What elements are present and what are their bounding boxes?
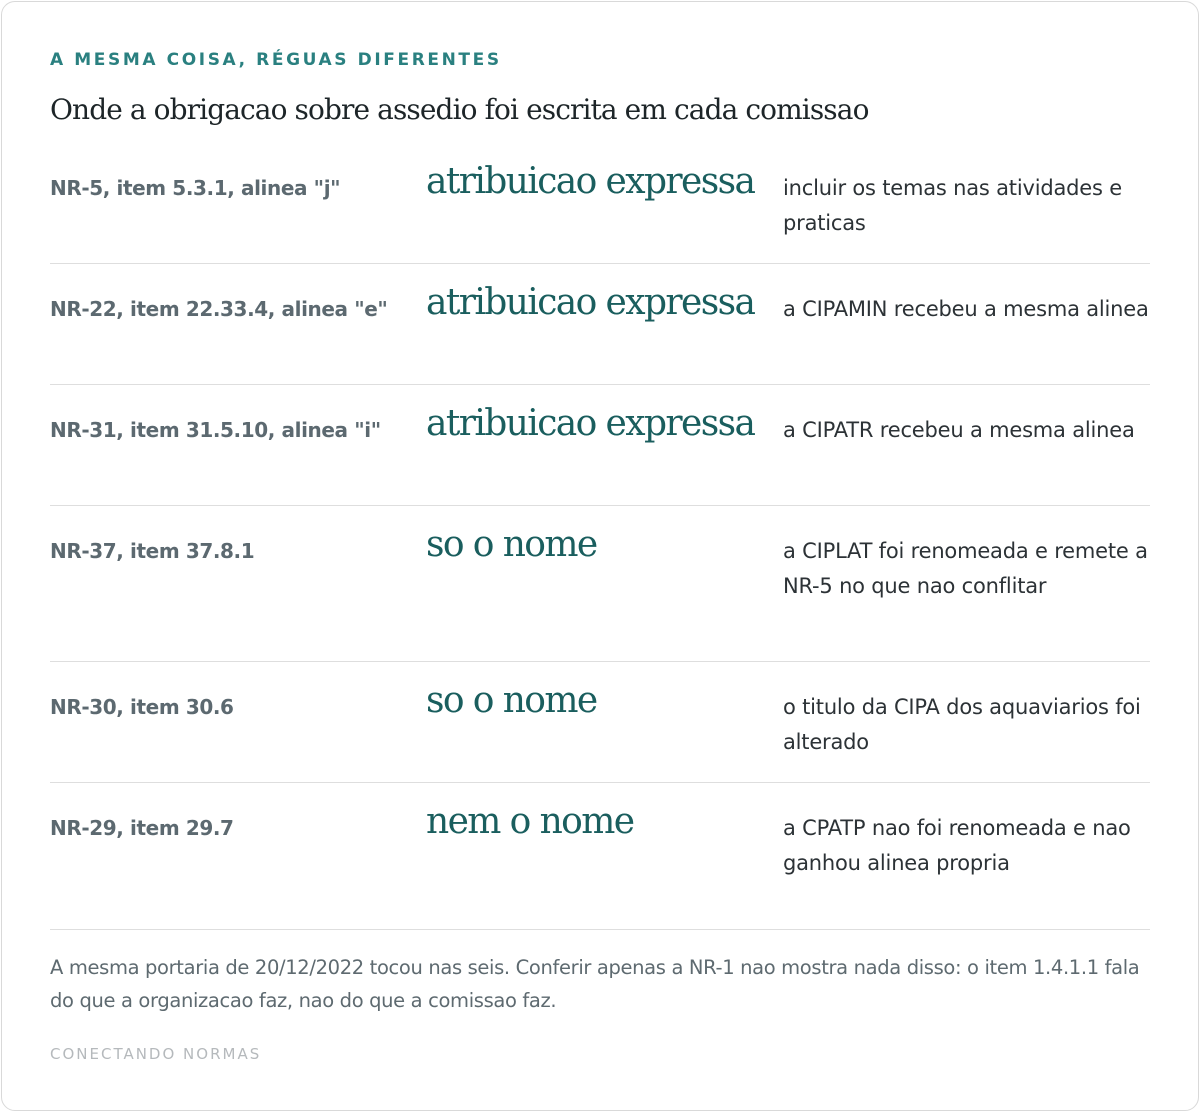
page-title: Onde a obrigacao sobre assedio foi escrita em cada comissao <box>50 93 869 126</box>
table-row <box>50 143 1150 264</box>
table-row <box>50 662 1150 783</box>
row-note: a CIPLAT foi renomeada e remete a NR-5 no que nao conflitar <box>783 539 1148 598</box>
norm-reference: NR-30, item 30.6 <box>50 695 234 719</box>
row-note: a CIPAMIN recebeu a mesma alinea <box>783 297 1149 321</box>
table-row <box>50 506 1150 662</box>
norm-reference: NR-31, item 31.5.10, alinea "i" <box>50 418 381 442</box>
norm-reference: NR-29, item 29.7 <box>50 816 234 840</box>
table-row <box>50 783 1150 930</box>
obligation-status: atribuicao expressa <box>426 161 755 202</box>
norm-reference: NR-22, item 22.33.4, alinea "e" <box>50 297 388 321</box>
row-note: o titulo da CIPA dos aquaviarios foi alterado <box>783 695 1141 754</box>
obligation-status: atribuicao expressa <box>426 282 755 323</box>
obligation-status: so o nome <box>426 680 597 721</box>
eyebrow-label: A MESMA COISA, RÉGUAS DIFERENTES <box>50 50 502 70</box>
norm-reference: NR-37, item 37.8.1 <box>50 539 255 563</box>
row-note: incluir os temas nas atividades e praticas <box>783 176 1122 235</box>
norm-reference: NR-5, item 5.3.1, alinea "j" <box>50 176 341 200</box>
obligation-status: nem o nome <box>426 801 634 842</box>
obligation-status: atribuicao expressa <box>426 403 755 444</box>
table-row <box>50 264 1150 385</box>
obligation-status: so o nome <box>426 524 597 565</box>
footnote: A mesma portaria de 20/12/2022 tocou nas seis. Conferir apenas a NR-1 nao mostra nada disso: o item 1.4.1.1 fala do que a organizacao faz, nao do que a comissao faz. <box>50 956 1140 1012</box>
comparison-table <box>50 143 1150 930</box>
table-row <box>50 385 1150 506</box>
row-note: a CIPATR recebeu a mesma alinea <box>783 418 1135 442</box>
row-note: a CPATP nao foi renomeada e nao ganhou alinea propria <box>783 816 1131 875</box>
brand-label: CONECTANDO NORMAS <box>50 1045 262 1063</box>
